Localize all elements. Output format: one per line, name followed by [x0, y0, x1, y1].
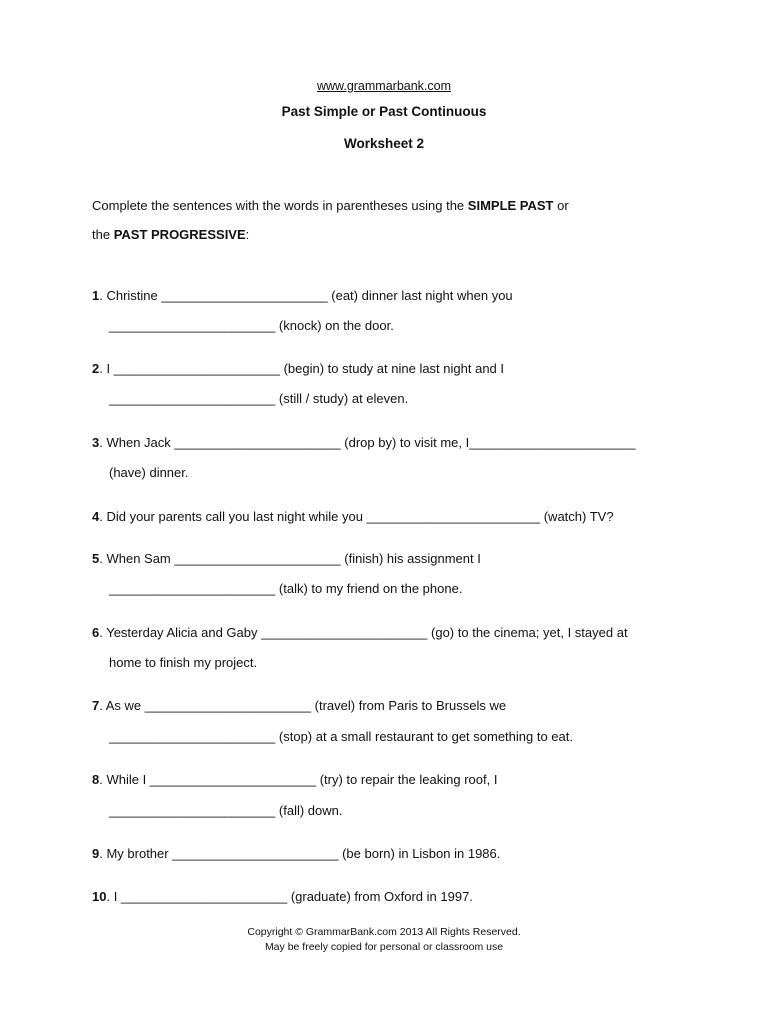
question-text: . When Jack _______________________ (drop by) to visit me, I_______________________	[99, 435, 636, 450]
question-2-line-2: _______________________ (still / study) at eleven.	[109, 391, 409, 406]
question-number: 2	[92, 361, 100, 376]
question-8-line-2: _______________________ (fall) down.	[109, 803, 343, 818]
question-7-line-1	[92, 697, 506, 715]
question-7-line-2: _______________________ (stop) at a small restaurant to get something to eat.	[109, 729, 573, 744]
question-number: 4	[92, 509, 100, 524]
question-6-line-2: home to finish my project.	[109, 655, 258, 670]
worksheet-subtitle: Worksheet 2	[343, 136, 425, 151]
question-8-line-1	[92, 771, 497, 789]
question-text: . As we _______________________ (travel) from Paris to Brussels we	[99, 698, 507, 713]
question-2-line-1	[92, 360, 504, 378]
question-1-line-1	[92, 287, 513, 305]
question-number: 7	[92, 698, 100, 713]
question-5-line-2: _______________________ (talk) to my friend on the phone.	[109, 581, 463, 596]
question-number: 6	[92, 625, 100, 640]
instructions-bold-term: SIMPLE PAST	[467, 198, 554, 213]
instructions-text: Complete the sentences with the words in parentheses using the	[92, 198, 468, 213]
question-text: . I _______________________ (begin) to study at nine last night and I	[99, 361, 504, 376]
question-1-line-2: _______________________ (knock) on the door.	[109, 318, 394, 333]
question-text: . Yesterday Alicia and Gaby _______________________ (go) to the cinema; yet, I stayed at	[99, 625, 628, 640]
question-text: . Christine _______________________ (eat) dinner last night when you	[99, 288, 513, 303]
question-4-line-1	[92, 508, 614, 526]
question-number: 10	[92, 889, 107, 904]
question-number: 3	[92, 435, 100, 450]
instructions-bold-term: PAST PROGRESSIVE	[113, 227, 246, 242]
instructions-text: :	[245, 227, 250, 242]
instructions-line-2	[92, 227, 249, 242]
question-3-line-1	[92, 434, 636, 452]
question-6-line-1	[92, 624, 628, 642]
site-url-link[interactable]: www.grammarbank.com	[316, 79, 452, 93]
instructions-line-1	[92, 198, 569, 213]
question-text: . My brother _______________________ (be born) in Lisbon in 1986.	[99, 846, 501, 861]
question-text: . Did your parents call you last night while you ________________________ (watch) TV?	[99, 509, 614, 524]
question-number: 5	[92, 551, 100, 566]
question-10-line-1	[92, 888, 473, 906]
question-9-line-1	[92, 845, 500, 863]
question-3-line-2: (have) dinner.	[109, 465, 189, 480]
question-number: 9	[92, 846, 100, 861]
instructions-text: or	[553, 198, 569, 213]
question-text: . When Sam _______________________ (finish) his assignment I	[99, 551, 481, 566]
question-number: 8	[92, 772, 100, 787]
worksheet-title: Past Simple or Past Continuous	[281, 104, 487, 119]
instructions-text: the	[92, 227, 114, 242]
question-text: . While I _______________________ (try) to repair the leaking roof, I	[99, 772, 498, 787]
usage-notice: May be freely copied for personal or classroom use	[264, 941, 504, 953]
question-text: . I _______________________ (graduate) from Oxford in 1997.	[106, 889, 473, 904]
copyright-notice: Copyright © GrammarBank.com 2013 All Rights Reserved.	[247, 926, 521, 938]
question-5-line-1	[92, 550, 481, 568]
question-number: 1	[92, 288, 100, 303]
